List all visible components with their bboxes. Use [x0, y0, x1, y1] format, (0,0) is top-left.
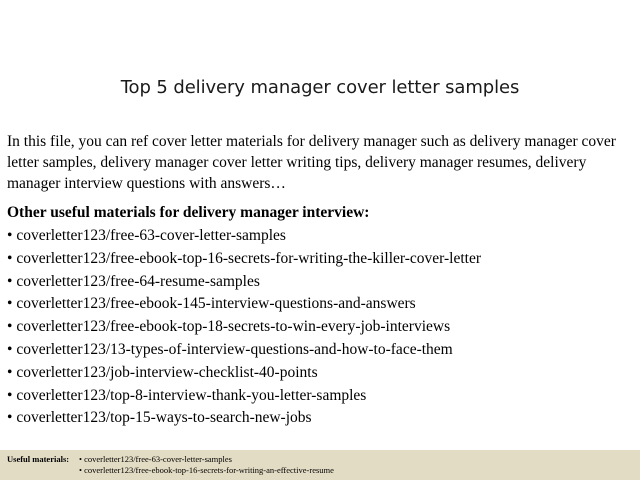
materials-list — [7, 225, 481, 430]
list-item[interactable]: • coverletter123/free-ebook-top-18-secrets-to-win-every-job-interviews — [7, 316, 481, 339]
footer-item[interactable]: • coverletter123/free-63-cover-letter-samples — [79, 454, 334, 465]
list-item[interactable]: • coverletter123/free-63-cover-letter-samples — [7, 225, 481, 248]
list-item[interactable]: • coverletter123/top-15-ways-to-search-new-jobs — [7, 407, 481, 430]
list-item[interactable]: • coverletter123/job-interview-checklist-40-points — [7, 362, 481, 385]
footer-item[interactable]: • coverletter123/free-ebook-top-16-secrets-for-writing-an-effective-resume — [79, 465, 334, 476]
page-title: Top 5 delivery manager cover letter samples — [120, 77, 520, 98]
intro-paragraph: In this file, you can ref cover letter materials for delivery manager such as delivery manager cover letter samples, delivery manager cover letter writing tips, delivery manager resumes, delivery manager interview questions with answers… — [7, 133, 616, 192]
footer-bar — [0, 450, 640, 480]
list-item[interactable]: • coverletter123/top-8-interview-thank-you-letter-samples — [7, 385, 481, 408]
list-item[interactable]: • coverletter123/13-types-of-interview-questions-and-how-to-face-them — [7, 339, 481, 362]
footer-list — [79, 454, 334, 476]
list-item[interactable]: • coverletter123/free-ebook-top-16-secrets-for-writing-the-killer-cover-letter — [7, 248, 481, 271]
list-item[interactable]: • coverletter123/free-ebook-145-interview-questions-and-answers — [7, 293, 481, 316]
list-item[interactable]: • coverletter123/free-64-resume-samples — [7, 271, 481, 294]
footer-label: Useful materials: — [7, 454, 70, 464]
useful-materials-heading: Other useful materials for delivery manager interview: — [7, 204, 370, 221]
